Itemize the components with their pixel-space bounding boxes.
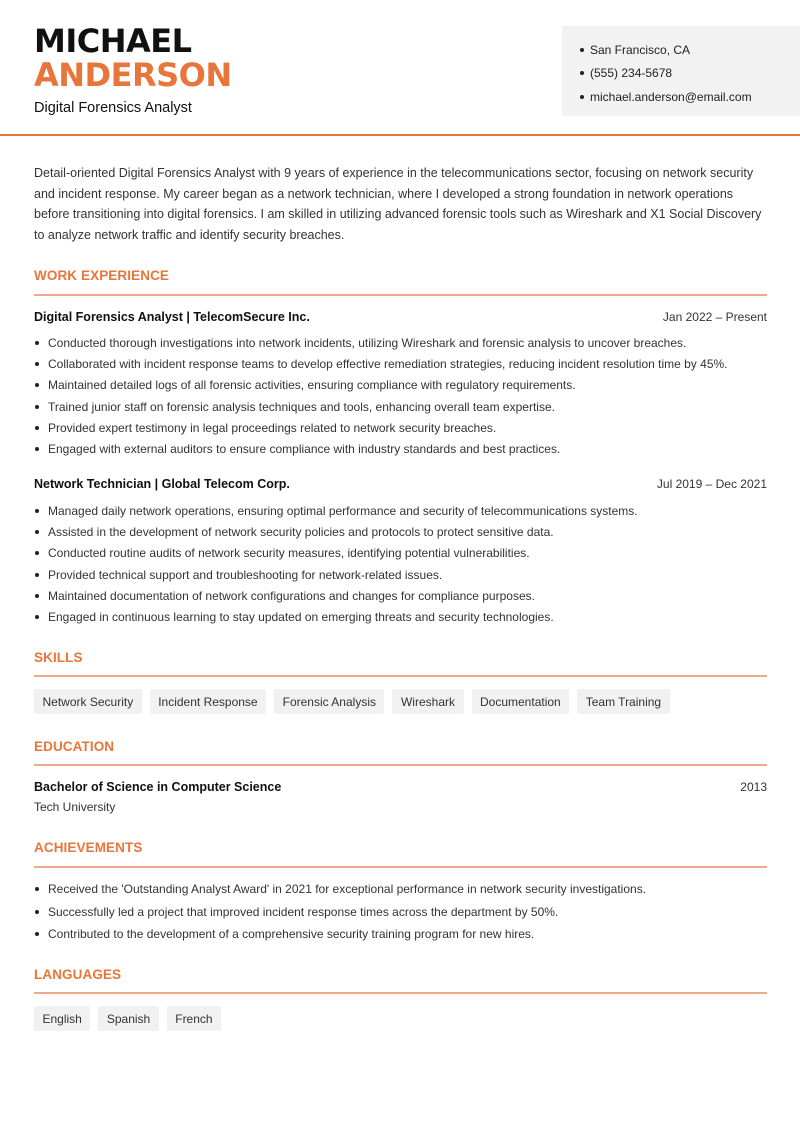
list-item (34, 500, 774, 521)
bullet-icon (35, 405, 39, 409)
phone-text: (555) 234-5678 (590, 66, 673, 81)
section-divider (34, 992, 767, 994)
section-divider (34, 675, 767, 677)
bullet-icon (35, 910, 39, 914)
bullet-text: Received the 'Outstanding Analyst Award' in 2021 for exceptional performance in network security investigations. (48, 882, 647, 897)
list-item (34, 417, 774, 438)
bullet-icon (35, 509, 39, 513)
section-divider (34, 764, 767, 766)
email-link[interactable]: michael.anderson@email.com (590, 89, 752, 104)
achievements-heading: ACHIEVEMENTS (34, 840, 143, 855)
skill-tag: Wireshark (392, 689, 463, 714)
bullet-icon (35, 426, 39, 430)
skill-tag: Documentation (472, 689, 570, 714)
resume-header (0, 0, 800, 136)
location-text: San Francisco, CA (590, 42, 691, 57)
list-item (34, 521, 774, 542)
bullet-icon (580, 71, 584, 75)
bullet-icon (35, 447, 39, 451)
bullet-text: Provided expert testimony in legal proceedings related to network security breaches. (48, 420, 497, 435)
skill-tag: Incident Response (150, 689, 266, 714)
bullet-text: Managed daily network operations, ensuring optimal performance and security of telecommunications systems. (48, 503, 638, 518)
job-title-company: Network Technician | Global Telecom Corp. (34, 477, 290, 491)
education-entry-header (34, 778, 767, 796)
list-item (34, 396, 774, 417)
language-tag: Spanish (98, 1006, 158, 1031)
contact-box (562, 26, 800, 116)
list-item (34, 353, 774, 374)
skills-list (34, 689, 670, 714)
bullet-text: Assisted in the development of network security policies and protocols to protect sensitive data. (48, 524, 554, 539)
bullet-text: Maintained detailed logs of all forensic activities, ensuring compliance with regulatory requirements. (48, 378, 576, 393)
language-tag: French (167, 1006, 221, 1031)
bullet-icon (35, 341, 39, 345)
section-divider (34, 294, 767, 296)
bullet-icon (580, 95, 584, 99)
job-bullet-list (34, 332, 774, 460)
bullet-icon (35, 573, 39, 577)
candidate-name (34, 24, 232, 92)
bullet-text: Maintained documentation of network configurations and changes for compliance purposes. (48, 588, 535, 603)
summary-paragraph: Detail-oriented Digital Forensics Analyst with 9 years of experience in the telecommunications sector, focusing on network security and incident response. My career began as a network technician, where I developed a strong foundation in network operations before transitioning into digital forensics. I am skilled in utilizing advanced forensic tools such as Wireshark and X1 Social Discovery to analyze network traffic and identify security breaches. (34, 166, 762, 242)
bullet-icon (35, 383, 39, 387)
job-entry-header (34, 308, 767, 326)
bullet-text: Provided technical support and troubleshooting for network-related issues. (48, 567, 443, 582)
job-title-company: Digital Forensics Analyst | TelecomSecure Inc. (34, 310, 310, 324)
list-item (34, 438, 774, 459)
bullet-icon (35, 594, 39, 598)
bullet-icon (35, 615, 39, 619)
bullet-icon (35, 932, 39, 936)
languages-heading: LANGUAGES (34, 967, 122, 982)
list-item (34, 543, 774, 564)
degree: Bachelor of Science in Computer Science (34, 780, 282, 794)
achievements-list (34, 878, 774, 946)
section-divider (34, 866, 767, 868)
job-dates: Jul 2019 – Dec 2021 (656, 477, 767, 491)
skill-tag: Team Training (577, 689, 669, 714)
job-title: Digital Forensics Analyst (34, 100, 192, 116)
bullet-text: Collaborated with incident response teams to develop effective remediation strategies, reducing incident resolution time by 45%. (48, 356, 728, 371)
skills-heading: SKILLS (34, 650, 83, 665)
list-item (34, 901, 774, 924)
list-item (34, 606, 774, 627)
bullet-text: Contributed to the development of a comprehensive security training program for new hires. (48, 927, 535, 942)
bullet-icon (580, 48, 584, 52)
languages-list (34, 1006, 221, 1031)
graduation-year: 2013 (740, 780, 767, 794)
bullet-text: Conducted routine audits of network security measures, identifying potential vulnerabilities. (48, 546, 530, 561)
first-name: MICHAEL (34, 22, 192, 60)
language-tag: English (34, 1006, 90, 1031)
bullet-icon (35, 551, 39, 555)
list-item (34, 332, 774, 353)
bullet-text: Trained junior staff on forensic analysis techniques and tools, enhancing overall team expertise. (48, 399, 555, 414)
last-name: ANDERSON (34, 56, 232, 94)
school-name: Tech University (34, 800, 116, 814)
list-item (34, 375, 774, 396)
work-experience-heading: WORK EXPERIENCE (34, 268, 170, 283)
job-entry-header (34, 475, 767, 493)
contact-email (580, 85, 800, 109)
contact-phone (580, 62, 800, 86)
skill-tag: Network Security (34, 689, 142, 714)
job-dates: Jan 2022 – Present (662, 310, 767, 324)
skill-tag: Forensic Analysis (274, 689, 384, 714)
bullet-icon (35, 530, 39, 534)
list-item (34, 585, 774, 606)
list-item (34, 923, 774, 946)
bullet-icon (35, 887, 39, 891)
bullet-text: Successfully led a project that improved incident response times across the department by 50%. (48, 904, 559, 919)
list-item (34, 564, 774, 585)
bullet-text: Conducted thorough investigations into network incidents, utilizing Wireshark and forensic analysis to uncover breaches. (48, 335, 687, 350)
list-item (34, 878, 774, 901)
bullet-text: Engaged in continuous learning to stay updated on emerging threats and security technologies. (48, 610, 554, 625)
bullet-icon (35, 362, 39, 366)
job-bullet-list (34, 500, 774, 628)
education-heading: EDUCATION (34, 739, 115, 754)
bullet-text: Engaged with external auditors to ensure compliance with industry standards and best practices. (48, 442, 561, 457)
contact-location (580, 38, 800, 62)
